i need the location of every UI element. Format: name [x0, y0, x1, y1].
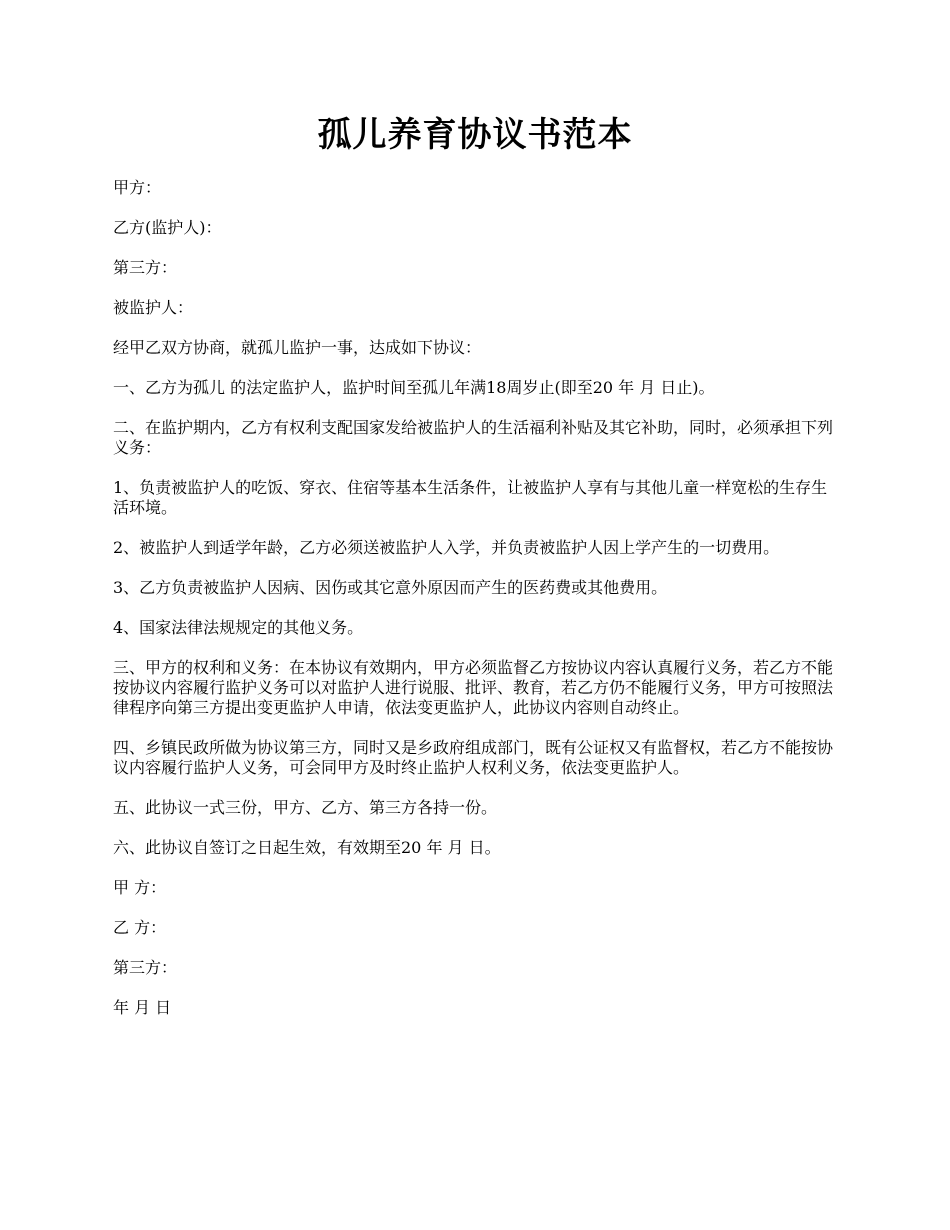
party-a-line: 甲方：	[113, 178, 162, 197]
ward-line: 被监护人：	[113, 298, 194, 317]
intro-paragraph: 经甲乙双方协商，就孤儿监护一事，达成如下协议：	[113, 338, 482, 357]
signature-date: 年 月 日	[113, 998, 172, 1017]
obligation-3: 3、乙方负责被监护人因病、因伤或其它意外原因而产生的医药费或其他费用。	[113, 578, 668, 597]
document-title: 孤儿养育协议书范本	[317, 115, 633, 155]
obligation-2: 2、被监护人到适学年龄，乙方必须送被监护人入学，并负责被监护人因上学产生的一切费用。	[113, 538, 780, 557]
party-b-line: 乙方(监护人)：	[113, 218, 222, 237]
clause-5: 五、此协议一式三份，甲方、乙方、第三方各持一份。	[113, 798, 498, 817]
obligation-4: 4、国家法律法规规定的其他义务。	[113, 618, 364, 637]
clause-2: 二、在监护期内，乙方有权利支配国家发给被监护人的生活福利补贴及其它补助，同时，必须承担下列义务：	[113, 418, 834, 457]
document-body	[113, 178, 841, 1038]
clause-6: 六、此协议自签订之日起生效，有效期至20 年 月 日。	[113, 838, 501, 857]
third-party-line: 第三方：	[113, 258, 178, 277]
signature-third-party: 第三方：	[113, 958, 178, 977]
clause-3: 三、甲方的权利和义务：在本协议有效期内，甲方必须监督乙方按协议内容认真履行义务，若乙方不能按协议内容履行监护义务可以对监护人进行说服、批评、教育，若乙方仍不能履行义务，甲方可按照法律程序向第三方提出变更监护人申请，依法变更监护人，此协议内容则自动终止。	[113, 658, 834, 717]
obligation-1: 1、负责被监护人的吃饭、穿衣、住宿等基本生活条件，让被监护人享有与其他儿童一样宽松的生存生活环境。	[113, 478, 828, 517]
clause-1: 一、乙方为孤儿 的法定监护人，监护时间至孤儿年满18周岁止(即至20 年 月 日止)。	[113, 378, 715, 397]
signature-party-a: 甲 方：	[113, 878, 167, 897]
signature-party-b: 乙 方：	[113, 918, 167, 937]
clause-4: 四、乡镇民政所做为协议第三方，同时又是乡政府组成部门，既有公证权又有监督权，若乙方不能按协议内容履行监护人义务，可会同甲方及时终止监护人权利义务，依法变更监护人。	[113, 738, 834, 777]
